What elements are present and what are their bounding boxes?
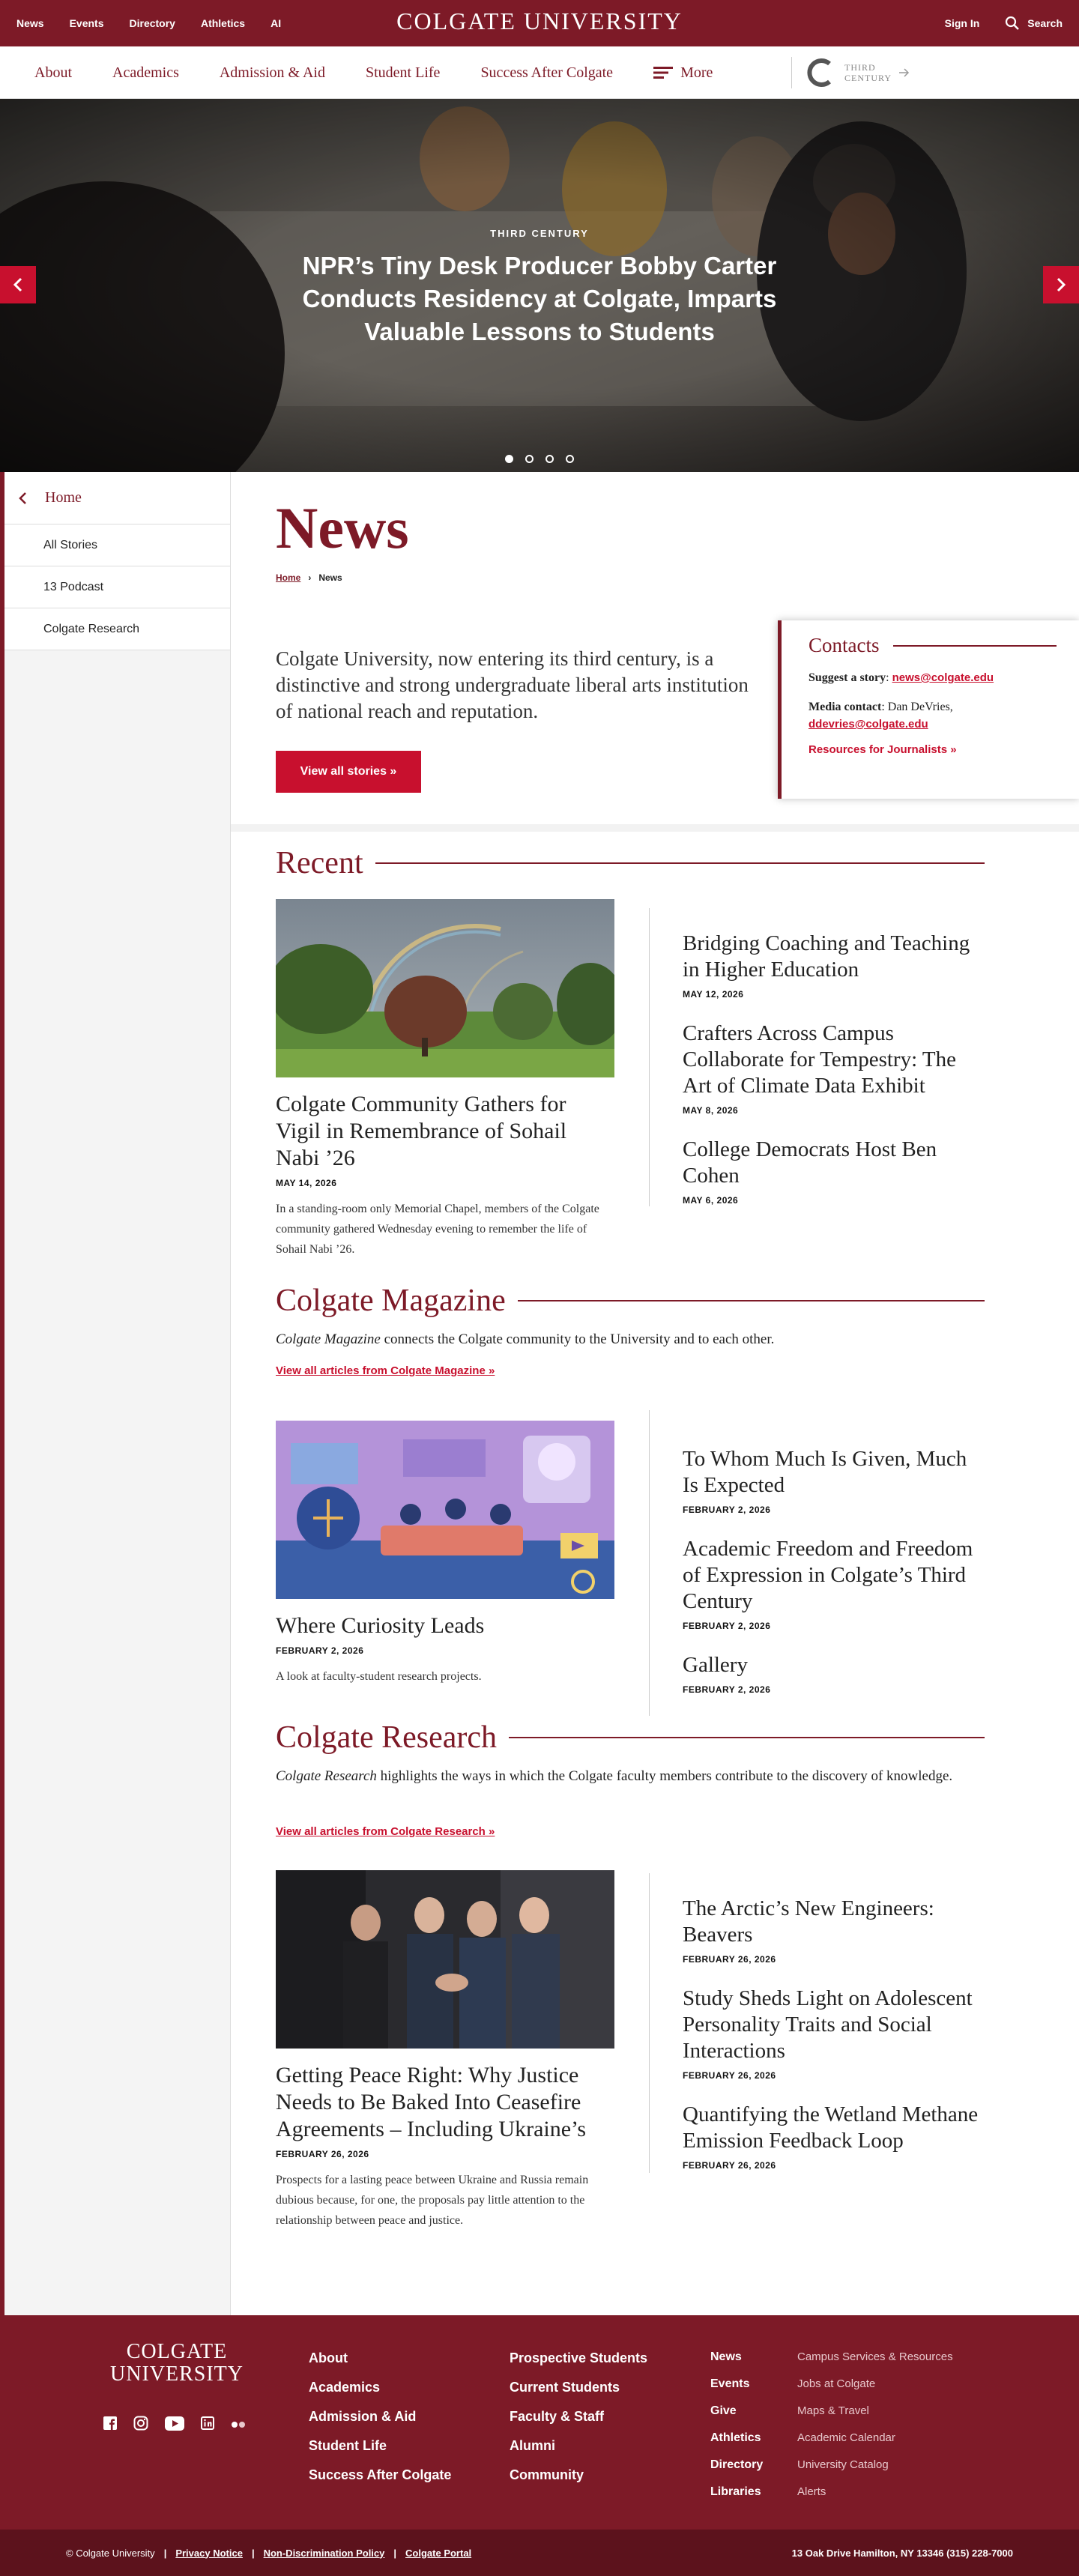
research-feature-date: FEBRUARY 26, 2026 bbox=[276, 2149, 369, 2159]
nav-more-button[interactable] bbox=[653, 64, 713, 82]
magazine-description bbox=[276, 1328, 985, 1351]
footer-col-primary bbox=[309, 2344, 451, 2490]
footer-link-jobs[interactable]: Jobs at Colgate bbox=[797, 2377, 876, 2390]
research-description bbox=[276, 1765, 985, 1788]
footer-link-alumni[interactable]: Alumni bbox=[510, 2438, 555, 2453]
utility-link-directory[interactable]: Directory bbox=[129, 17, 175, 29]
breadcrumb-separator: › bbox=[308, 572, 312, 583]
story-date: MAY 6, 2026 bbox=[683, 1195, 739, 1206]
story-date: FEBRUARY 26, 2026 bbox=[683, 2070, 776, 2081]
story-title[interactable]: Bridging Coaching and Teaching in Higher Education bbox=[683, 931, 970, 982]
magazine-desc-rest: connects the Colgate community to the University and to each other. bbox=[380, 1331, 775, 1347]
recent-feature-title[interactable]: Colgate Community Gathers for Vigil in Remembrance of Sohail Nabi ’26 bbox=[276, 1092, 567, 1170]
flickr-icon[interactable] bbox=[231, 2419, 246, 2432]
carousel-next-button[interactable] bbox=[1043, 266, 1079, 303]
footer-link-community[interactable]: Community bbox=[510, 2467, 584, 2482]
utility-nav bbox=[16, 0, 281, 46]
search-icon bbox=[1005, 16, 1020, 31]
social-links bbox=[103, 2416, 246, 2434]
sidebar-item-colgate-research[interactable]: Colgate Research bbox=[4, 608, 230, 650]
footer-link-about[interactable]: About bbox=[309, 2350, 348, 2365]
site-footer bbox=[0, 2315, 1079, 2530]
footer-col-quick bbox=[710, 2344, 763, 2506]
non-discrimination-link[interactable]: Non-Discrimination Policy bbox=[263, 2547, 385, 2559]
footer-logo-line1: COLGATE bbox=[126, 2340, 228, 2363]
list-item bbox=[683, 1896, 985, 1965]
footer-link-prospective-students[interactable]: Prospective Students bbox=[510, 2350, 648, 2365]
story-title[interactable]: Academic Freedom and Freedom of Expression in Colgate’s Third Century bbox=[683, 1537, 973, 1613]
magazine-title: Colgate Magazine bbox=[276, 1284, 506, 1318]
carousel-prev-button[interactable] bbox=[0, 266, 36, 303]
footer-logo[interactable] bbox=[109, 2341, 244, 2386]
footer-link-campus-services[interactable]: Campus Services & Resources bbox=[797, 2350, 953, 2363]
list-item bbox=[683, 1137, 985, 1206]
story-date: FEBRUARY 26, 2026 bbox=[683, 2160, 776, 2171]
magazine-feature-story bbox=[276, 1421, 614, 1687]
story-date: FEBRUARY 26, 2026 bbox=[683, 1954, 776, 1965]
recent-feature-description: In a standing-room only Memorial Chapel, members of the Colgate community gathered Wednesday evening to remember the life of Sohail Nabi ’26. bbox=[276, 1203, 599, 1256]
footer-link-academic-calendar[interactable]: Academic Calendar bbox=[797, 2431, 895, 2444]
list-item bbox=[683, 2102, 985, 2171]
research-title: Colgate Research bbox=[276, 1720, 498, 1755]
footer-link-events[interactable]: Events bbox=[710, 2377, 750, 2390]
copyright: © Colgate University bbox=[66, 2547, 155, 2559]
footer-col-audiences bbox=[510, 2344, 647, 2490]
recent-feature-story bbox=[276, 899, 614, 1260]
footer-link-student-life[interactable]: Student Life bbox=[309, 2438, 387, 2453]
hamburger-icon bbox=[653, 66, 673, 79]
magazine-feature-date: FEBRUARY 2, 2026 bbox=[276, 1645, 364, 1656]
media-contact: Media contact: Dan DeVries, ddevries@colgate.edu bbox=[809, 701, 953, 731]
footer-link-maps-travel[interactable]: Maps & Travel bbox=[797, 2404, 869, 2417]
footer-link-directory[interactable]: Directory bbox=[710, 2458, 764, 2471]
youtube-icon[interactable] bbox=[165, 2416, 184, 2434]
story-title[interactable]: Study Sheds Light on Adolescent Personality Traits and Social Interactions bbox=[683, 1986, 973, 2063]
third-century-logo[interactable] bbox=[791, 57, 910, 88]
media-name: Dan DeVries, bbox=[887, 701, 953, 713]
carousel-dot-4[interactable] bbox=[566, 455, 574, 463]
view-all-magazine-link[interactable]: View all articles from Colgate Magazine » bbox=[276, 1364, 495, 1377]
story-title[interactable]: To Whom Much Is Given, Much Is Expected bbox=[683, 1447, 967, 1497]
research-desc-rest: highlights the ways in which the Colgate faculty members contribute to the discovery of knowledge. bbox=[376, 1768, 953, 1784]
story-date: MAY 8, 2026 bbox=[683, 1105, 739, 1116]
footer-link-university-catalog[interactable]: University Catalog bbox=[797, 2458, 889, 2471]
research-feature-image[interactable] bbox=[276, 1870, 614, 2049]
research-desc-em: Colgate Research bbox=[276, 1768, 377, 1784]
rainbow-campus-photo bbox=[276, 899, 614, 1077]
nav-admission-aid[interactable]: Admission & Aid bbox=[219, 64, 325, 81]
page-body bbox=[0, 472, 1079, 2315]
utility-link-events[interactable]: Events bbox=[69, 17, 104, 29]
research-feature-title[interactable]: Getting Peace Right: Why Justice Needs to Be Baked Into Ceasefire Agreements – Including Ukraine’s bbox=[276, 2063, 587, 2141]
heading-rule bbox=[509, 1737, 985, 1738]
media-label: Media contact bbox=[809, 701, 882, 713]
list-item bbox=[683, 1446, 985, 1515]
hero-kicker: THIRD CENTURY bbox=[490, 228, 589, 239]
privacy-notice-link[interactable]: Privacy Notice bbox=[175, 2547, 243, 2559]
footer-link-libraries[interactable]: Libraries bbox=[710, 2485, 761, 2498]
sidebar-item-all-stories[interactable]: All Stories bbox=[4, 524, 230, 566]
footer-link-current-students[interactable]: Current Students bbox=[510, 2380, 620, 2395]
view-all-stories-button[interactable]: View all stories » bbox=[276, 751, 421, 793]
research-feature-story bbox=[276, 1870, 614, 2231]
facebook-icon[interactable] bbox=[103, 2416, 117, 2434]
instagram-icon[interactable] bbox=[133, 2416, 148, 2434]
story-title[interactable]: The Arctic’s New Engineers: Beavers bbox=[683, 1896, 934, 1947]
footer-link-news[interactable]: News bbox=[710, 2350, 742, 2363]
recent-feature-date: MAY 14, 2026 bbox=[276, 1178, 337, 1188]
main-nav bbox=[0, 46, 1079, 99]
breadcrumb-current: News bbox=[318, 572, 342, 583]
chevron-right-icon bbox=[1056, 277, 1066, 292]
research-story-list bbox=[649, 1873, 985, 2173]
heading-rule bbox=[375, 862, 985, 864]
carousel-dot-1[interactable] bbox=[505, 455, 513, 463]
recent-title: Recent bbox=[276, 846, 363, 880]
linkedin-icon[interactable] bbox=[201, 2416, 214, 2434]
footer-col-resources bbox=[797, 2344, 953, 2506]
carousel-dots bbox=[0, 455, 1079, 463]
story-title[interactable]: Gallery bbox=[683, 1653, 748, 1677]
utility-link-athletics[interactable]: Athletics bbox=[200, 17, 246, 29]
hero-title[interactable]: NPR’s Tiny Desk Producer Bobby Carter Conducts Residency at Colgate, Imparts Valuable Lessons to Students bbox=[302, 252, 777, 345]
list-item bbox=[683, 1986, 985, 2081]
chevron-left-icon bbox=[18, 492, 27, 505]
recent-story-list bbox=[649, 908, 985, 1206]
footer-link-alerts[interactable]: Alerts bbox=[797, 2485, 826, 2498]
footer-link-admission-aid[interactable]: Admission & Aid bbox=[309, 2409, 417, 2424]
nav-more-label: More bbox=[680, 64, 713, 81]
page-title: News bbox=[276, 495, 409, 560]
utility-link-ai[interactable]: AI bbox=[270, 17, 282, 29]
sidebar-item-13-podcast[interactable]: 13 Podcast bbox=[4, 566, 230, 608]
story-date: FEBRUARY 2, 2026 bbox=[683, 1505, 771, 1515]
divider: | bbox=[163, 2547, 167, 2559]
curiosity-illustration bbox=[276, 1421, 614, 1599]
search-label: Search bbox=[1027, 17, 1063, 29]
sub-footer bbox=[0, 2530, 1079, 2576]
contacts-rule bbox=[893, 645, 1057, 647]
divider: | bbox=[393, 2547, 397, 2559]
utility-link-news[interactable]: News bbox=[16, 17, 44, 29]
site-logo[interactable]: COLGATE UNIVERSITY bbox=[396, 7, 683, 34]
recent-heading bbox=[276, 845, 985, 881]
hero-carousel bbox=[0, 99, 1079, 472]
colgate-portal-link[interactable]: Colgate Portal bbox=[405, 2547, 472, 2559]
magazine-heading bbox=[276, 1283, 985, 1319]
research-heading bbox=[276, 1720, 985, 1756]
carousel-dot-2[interactable] bbox=[525, 455, 534, 463]
breadcrumb-home[interactable]: Home bbox=[276, 572, 301, 583]
third-century-line2: CENTURY bbox=[844, 73, 892, 83]
magazine-story-list bbox=[649, 1410, 985, 1716]
suggest-label: Suggest a story bbox=[809, 671, 886, 684]
breadcrumb bbox=[276, 572, 342, 583]
footer-logo-line2: UNIVERSITY bbox=[110, 2362, 244, 2386]
news-email-link[interactable]: news@colgate.edu bbox=[892, 671, 994, 684]
third-century-text bbox=[844, 62, 892, 83]
list-item bbox=[683, 931, 985, 1000]
story-title[interactable]: College Democrats Host Ben Cohen bbox=[683, 1137, 937, 1188]
story-date: FEBRUARY 2, 2026 bbox=[683, 1684, 771, 1695]
story-date: MAY 12, 2026 bbox=[683, 989, 744, 1000]
intro-text: Colgate University, now entering its third century, is a distinctive and strong undergraduate liberal arts institution of national reach and reputation. bbox=[276, 647, 749, 722]
third-century-line1: THIRD bbox=[844, 62, 876, 73]
heading-rule bbox=[518, 1300, 985, 1301]
footer-link-success-after-colgate[interactable]: Success After Colgate bbox=[309, 2467, 452, 2482]
story-title[interactable]: Crafters Across Campus Collaborate for Tempestry: The Art of Climate Data Exhibit bbox=[683, 1021, 956, 1098]
contacts-box bbox=[778, 620, 1079, 799]
suggest-story: Suggest a story: news@colgate.edu bbox=[809, 671, 994, 684]
hero-caption bbox=[0, 228, 1079, 348]
chevron-left-icon bbox=[13, 277, 23, 292]
search-button[interactable] bbox=[1005, 16, 1063, 31]
footer-link-academics[interactable]: Academics bbox=[309, 2380, 381, 2395]
third-century-c-icon bbox=[806, 57, 837, 88]
nav-academics[interactable]: Academics bbox=[112, 64, 179, 81]
magazine-desc-em: Colgate Magazine bbox=[276, 1331, 381, 1347]
nav-success-after-colgate[interactable]: Success After Colgate bbox=[480, 64, 614, 81]
footer-link-give[interactable]: Give bbox=[710, 2404, 737, 2417]
footer-link-athletics[interactable]: Athletics bbox=[710, 2431, 761, 2444]
list-item bbox=[683, 1536, 985, 1631]
media-email-link[interactable]: ddevries@colgate.edu bbox=[809, 718, 928, 731]
research-feature-description: Prospects for a lasting peace between Ukraine and Russia remain dubious because, for one, the proposals pay little attention to the relationship between peace and justice. bbox=[276, 2174, 589, 2227]
story-title[interactable]: Quantifying the Wetland Methane Emission Feedback Loop bbox=[683, 2102, 979, 2153]
utility-bar bbox=[0, 0, 1079, 46]
footer-link-faculty-staff[interactable]: Faculty & Staff bbox=[510, 2409, 605, 2424]
arrow-right-icon bbox=[899, 68, 910, 77]
magazine-feature-image[interactable] bbox=[276, 1421, 614, 1599]
resources-for-journalists-link[interactable]: Resources for Journalists » bbox=[809, 743, 957, 756]
section-sidebar bbox=[0, 472, 231, 2315]
story-date: FEBRUARY 2, 2026 bbox=[683, 1621, 771, 1631]
sidebar-home-label: Home bbox=[45, 489, 82, 506]
address: 13 Oak Drive Hamilton, NY 13346 (315) 228-7000 bbox=[791, 2547, 1013, 2559]
list-item bbox=[683, 1652, 985, 1695]
contacts-heading bbox=[809, 634, 1057, 657]
sidebar-home-link[interactable] bbox=[4, 472, 230, 524]
leaders-photo bbox=[276, 1870, 614, 2049]
sign-in-link[interactable]: Sign In bbox=[944, 17, 980, 29]
contacts-title: Contacts bbox=[809, 634, 880, 656]
view-all-research-link[interactable]: View all articles from Colgate Research » bbox=[276, 1825, 495, 1838]
magazine-feature-description: A look at faculty-student research projects. bbox=[276, 1670, 482, 1683]
section-divider bbox=[231, 824, 1079, 832]
carousel-dot-3[interactable] bbox=[545, 455, 554, 463]
magazine-feature-title[interactable]: Where Curiosity Leads bbox=[276, 1613, 485, 1638]
divider: | bbox=[251, 2547, 255, 2559]
list-item bbox=[683, 1021, 985, 1116]
recent-feature-image[interactable] bbox=[276, 899, 614, 1077]
nav-student-life[interactable]: Student Life bbox=[366, 64, 441, 81]
nav-about[interactable]: About bbox=[34, 64, 72, 81]
